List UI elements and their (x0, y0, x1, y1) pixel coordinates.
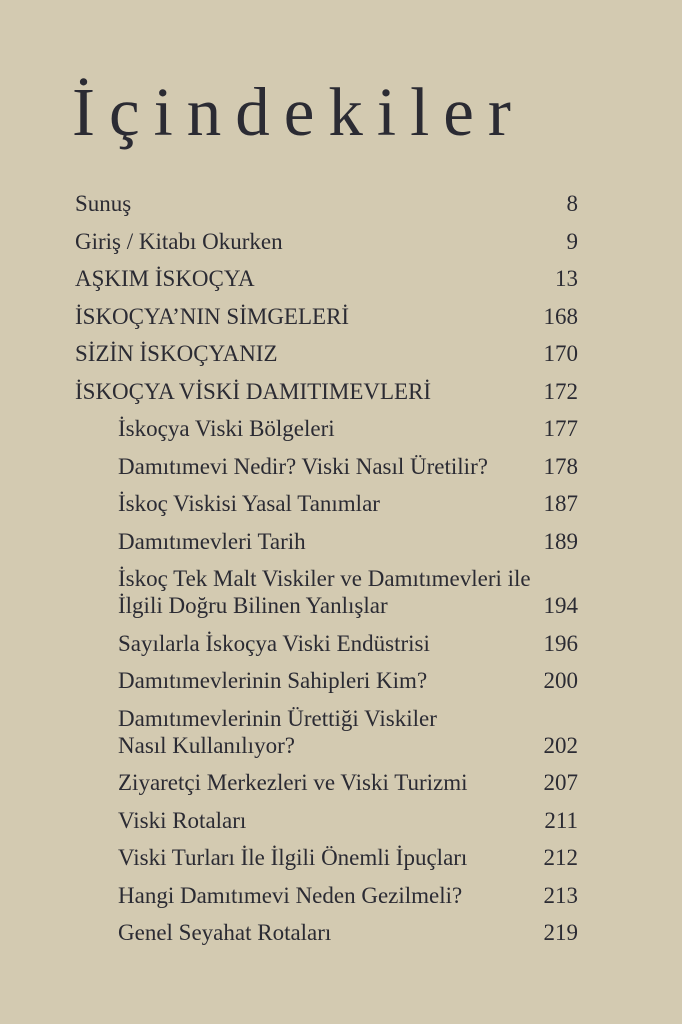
toc-row (75, 882, 578, 909)
toc-entry-label (118, 667, 427, 694)
toc-row (75, 630, 578, 657)
toc-entry-label (118, 882, 462, 909)
toc-entry-line: Nasıl Kullanılıyor? (118, 732, 295, 758)
toc-row (75, 844, 578, 871)
toc-entry-page: 194 (543, 593, 578, 618)
toc-entry-label (75, 265, 255, 292)
toc-row (75, 378, 578, 405)
toc-entry-line: İskoç Tek Malt Viskiler ve Damıtımevleri ile (118, 566, 531, 591)
toc-entry-line: İSKOÇYA’NIN SİMGELERİ (75, 303, 350, 329)
toc-entry-page: 212 (543, 845, 578, 870)
toc-entry-line: Hangi Damıtımevi Neden Gezilmeli? (118, 882, 463, 908)
toc-entry-label (118, 705, 437, 759)
toc-entry-label (75, 303, 349, 330)
toc-row (75, 303, 578, 330)
toc-entry-line: İskoçya Viski Bölgeleri (118, 416, 335, 441)
toc-entry-label (118, 630, 430, 657)
toc-entry-line: Damıtımevlerinin Ürettiği Viskiler (118, 705, 437, 731)
toc-entry-line: Damıtımevleri Tarih (118, 528, 306, 554)
toc-entry-label (75, 228, 283, 255)
toc-entry-label (118, 453, 488, 480)
toc-entry-page: 213 (543, 882, 578, 908)
toc-entry-line: Viski Rotaları (118, 807, 247, 833)
toc-entry-line: SİZİN İSKOÇYANIZ (75, 341, 278, 366)
toc-entry-line: Viski Turları İle İlgili Önemli İpuçları (118, 845, 468, 870)
toc-entry-page: 200 (543, 668, 578, 693)
toc-row (75, 528, 578, 555)
toc-entry-page: 207 (543, 770, 578, 795)
toc-entry-label (75, 190, 131, 217)
toc-row (75, 453, 578, 480)
toc-entry-label (75, 340, 278, 367)
toc-row (75, 705, 578, 759)
toc-entry-page: 170 (543, 341, 578, 366)
toc-entry-page: 202 (543, 732, 578, 758)
toc-entry-line: Damıtımevlerinin Sahipleri Kim? (118, 668, 428, 693)
toc-entry-label (118, 769, 468, 796)
toc-row (75, 807, 578, 834)
toc-row (75, 919, 578, 946)
toc-row (75, 565, 578, 619)
toc-entry-line: Sayılarla İskoçya Viski Endüstrisi (118, 630, 430, 656)
toc-entry-line: Sunuş (75, 191, 132, 216)
toc-entry-line: Genel Seyahat Rotaları (118, 920, 332, 945)
toc-entry-label (118, 565, 531, 619)
toc-entry-line: Damıtımevi Nedir? Viski Nasıl Üretilir? (118, 453, 488, 479)
toc-entry-page: 187 (543, 491, 578, 516)
toc-entry-page: 9 (566, 228, 578, 254)
toc-entry-line: İskoç Viskisi Yasal Tanımlar (118, 491, 380, 516)
page-title: İçindekiler (72, 74, 525, 150)
toc-row (75, 667, 578, 694)
toc-entry-label (118, 844, 467, 871)
toc-entry-page: 8 (566, 191, 578, 216)
toc-entry-page: 168 (543, 303, 578, 329)
toc-row (75, 190, 578, 217)
toc-row (75, 490, 578, 517)
toc-entry-line: Ziyaretçi Merkezleri ve Viski Turizmi (118, 770, 468, 795)
toc-entry-page: 178 (543, 453, 578, 479)
toc-list (75, 190, 578, 957)
toc-row (75, 769, 578, 796)
toc-entry-page: 177 (543, 416, 578, 441)
toc-entry-label (118, 490, 380, 517)
toc-entry-line: Giriş / Kitabı Okurken (75, 228, 283, 254)
toc-entry-label (118, 415, 335, 442)
toc-row (75, 265, 578, 292)
toc-entry-line: İSKOÇYA VİSKİ DAMITIMEVLERİ (75, 378, 432, 404)
toc-row (75, 340, 578, 367)
toc-entry-page: 189 (543, 528, 578, 554)
toc-entry-page: 172 (543, 378, 578, 404)
toc-entry-label (118, 528, 306, 555)
toc-entry-label (75, 378, 431, 405)
toc-row (75, 415, 578, 442)
toc-entry-label (118, 919, 331, 946)
toc-row (75, 228, 578, 255)
toc-entry-line: AŞKIM İSKOÇYA (75, 266, 255, 291)
toc-entry-page: 196 (543, 630, 578, 656)
toc-entry-page: 219 (543, 920, 578, 945)
toc-entry-page: 211 (544, 807, 578, 833)
toc-entry-page: 13 (555, 266, 578, 291)
toc-entry-label (118, 807, 246, 834)
toc-entry-line: İlgili Doğru Bilinen Yanlışlar (118, 593, 388, 618)
